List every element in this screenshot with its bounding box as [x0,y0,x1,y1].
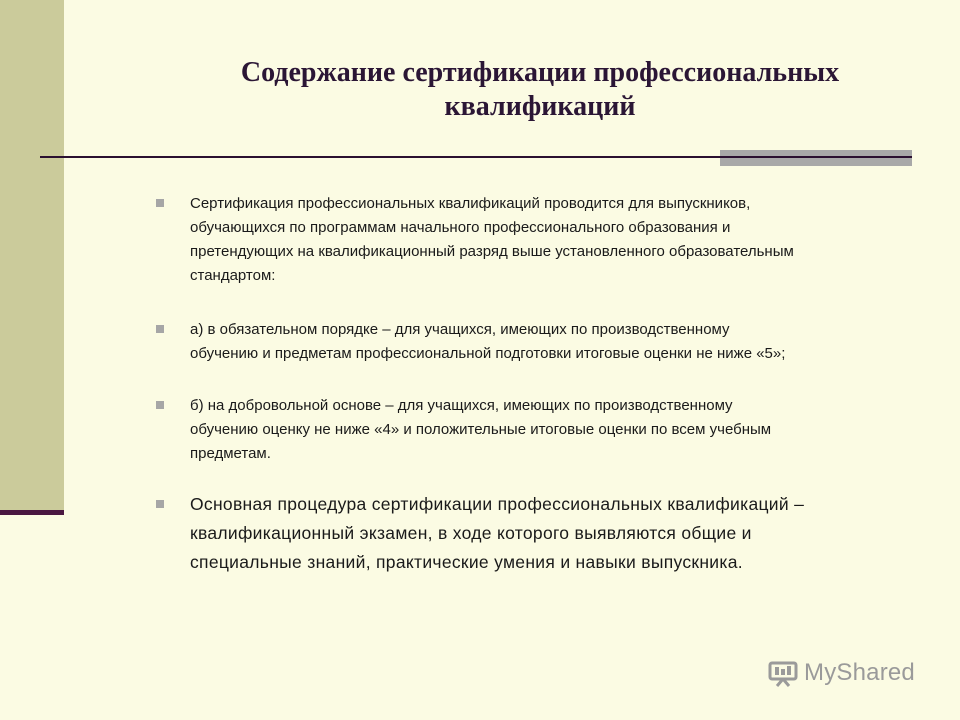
bullet-line: стандартом: [190,267,276,284]
bullet-line: обучению оценку не ниже «4» и положительные итоговые оценки по всем учебным [190,421,772,438]
bullet-line: квалификационный экзамен, в ходе которого выявляются общие и [190,523,752,543]
bullet-text [190,394,946,466]
bullet-text [190,490,946,577]
bullet-line: специальные знаний, практические умения и навыки выпускника. [190,552,743,572]
bullet-line: обучению и предметам профессиональной подготовки итоговые оценки не ниже «5»; [190,345,786,362]
slide-title-line-2: квалификаций [444,91,636,122]
bullet-line: обучающихся по программам начального профессионального образования и [190,219,731,236]
bullet-marker [156,325,164,333]
bullet-line: Основная процедура сертификации профессиональных квалификаций – [190,494,805,514]
bullet-marker [156,401,164,409]
title-divider-accent [720,150,912,166]
watermark-text: MyShared [804,659,915,686]
bullet-text [190,192,946,288]
slide-title-line-1: Содержание сертификации профессиональных [240,57,840,88]
presentation-board-icon [768,659,798,687]
myshared-watermark [768,658,915,688]
slide-title [160,56,920,124]
bullet-line: б) на добровольной основе – для учащихся, имеющих по производственному [190,397,733,414]
left-bar-underline [0,510,64,515]
bullet-line: а) в обязательном порядке – для учащихся, имеющих по производственному [190,321,730,338]
bullet-line: претендующих на квалификационный разряд выше установленного образовательным [190,243,794,260]
bullet-marker [156,500,164,508]
bullet-text [190,318,946,366]
left-decorative-bar [0,0,64,512]
bullet-marker [156,199,164,207]
bullet-line: предметам. [190,445,271,462]
bullet-line: Сертификация профессиональных квалификаций проводится для выпускников, [190,195,751,212]
